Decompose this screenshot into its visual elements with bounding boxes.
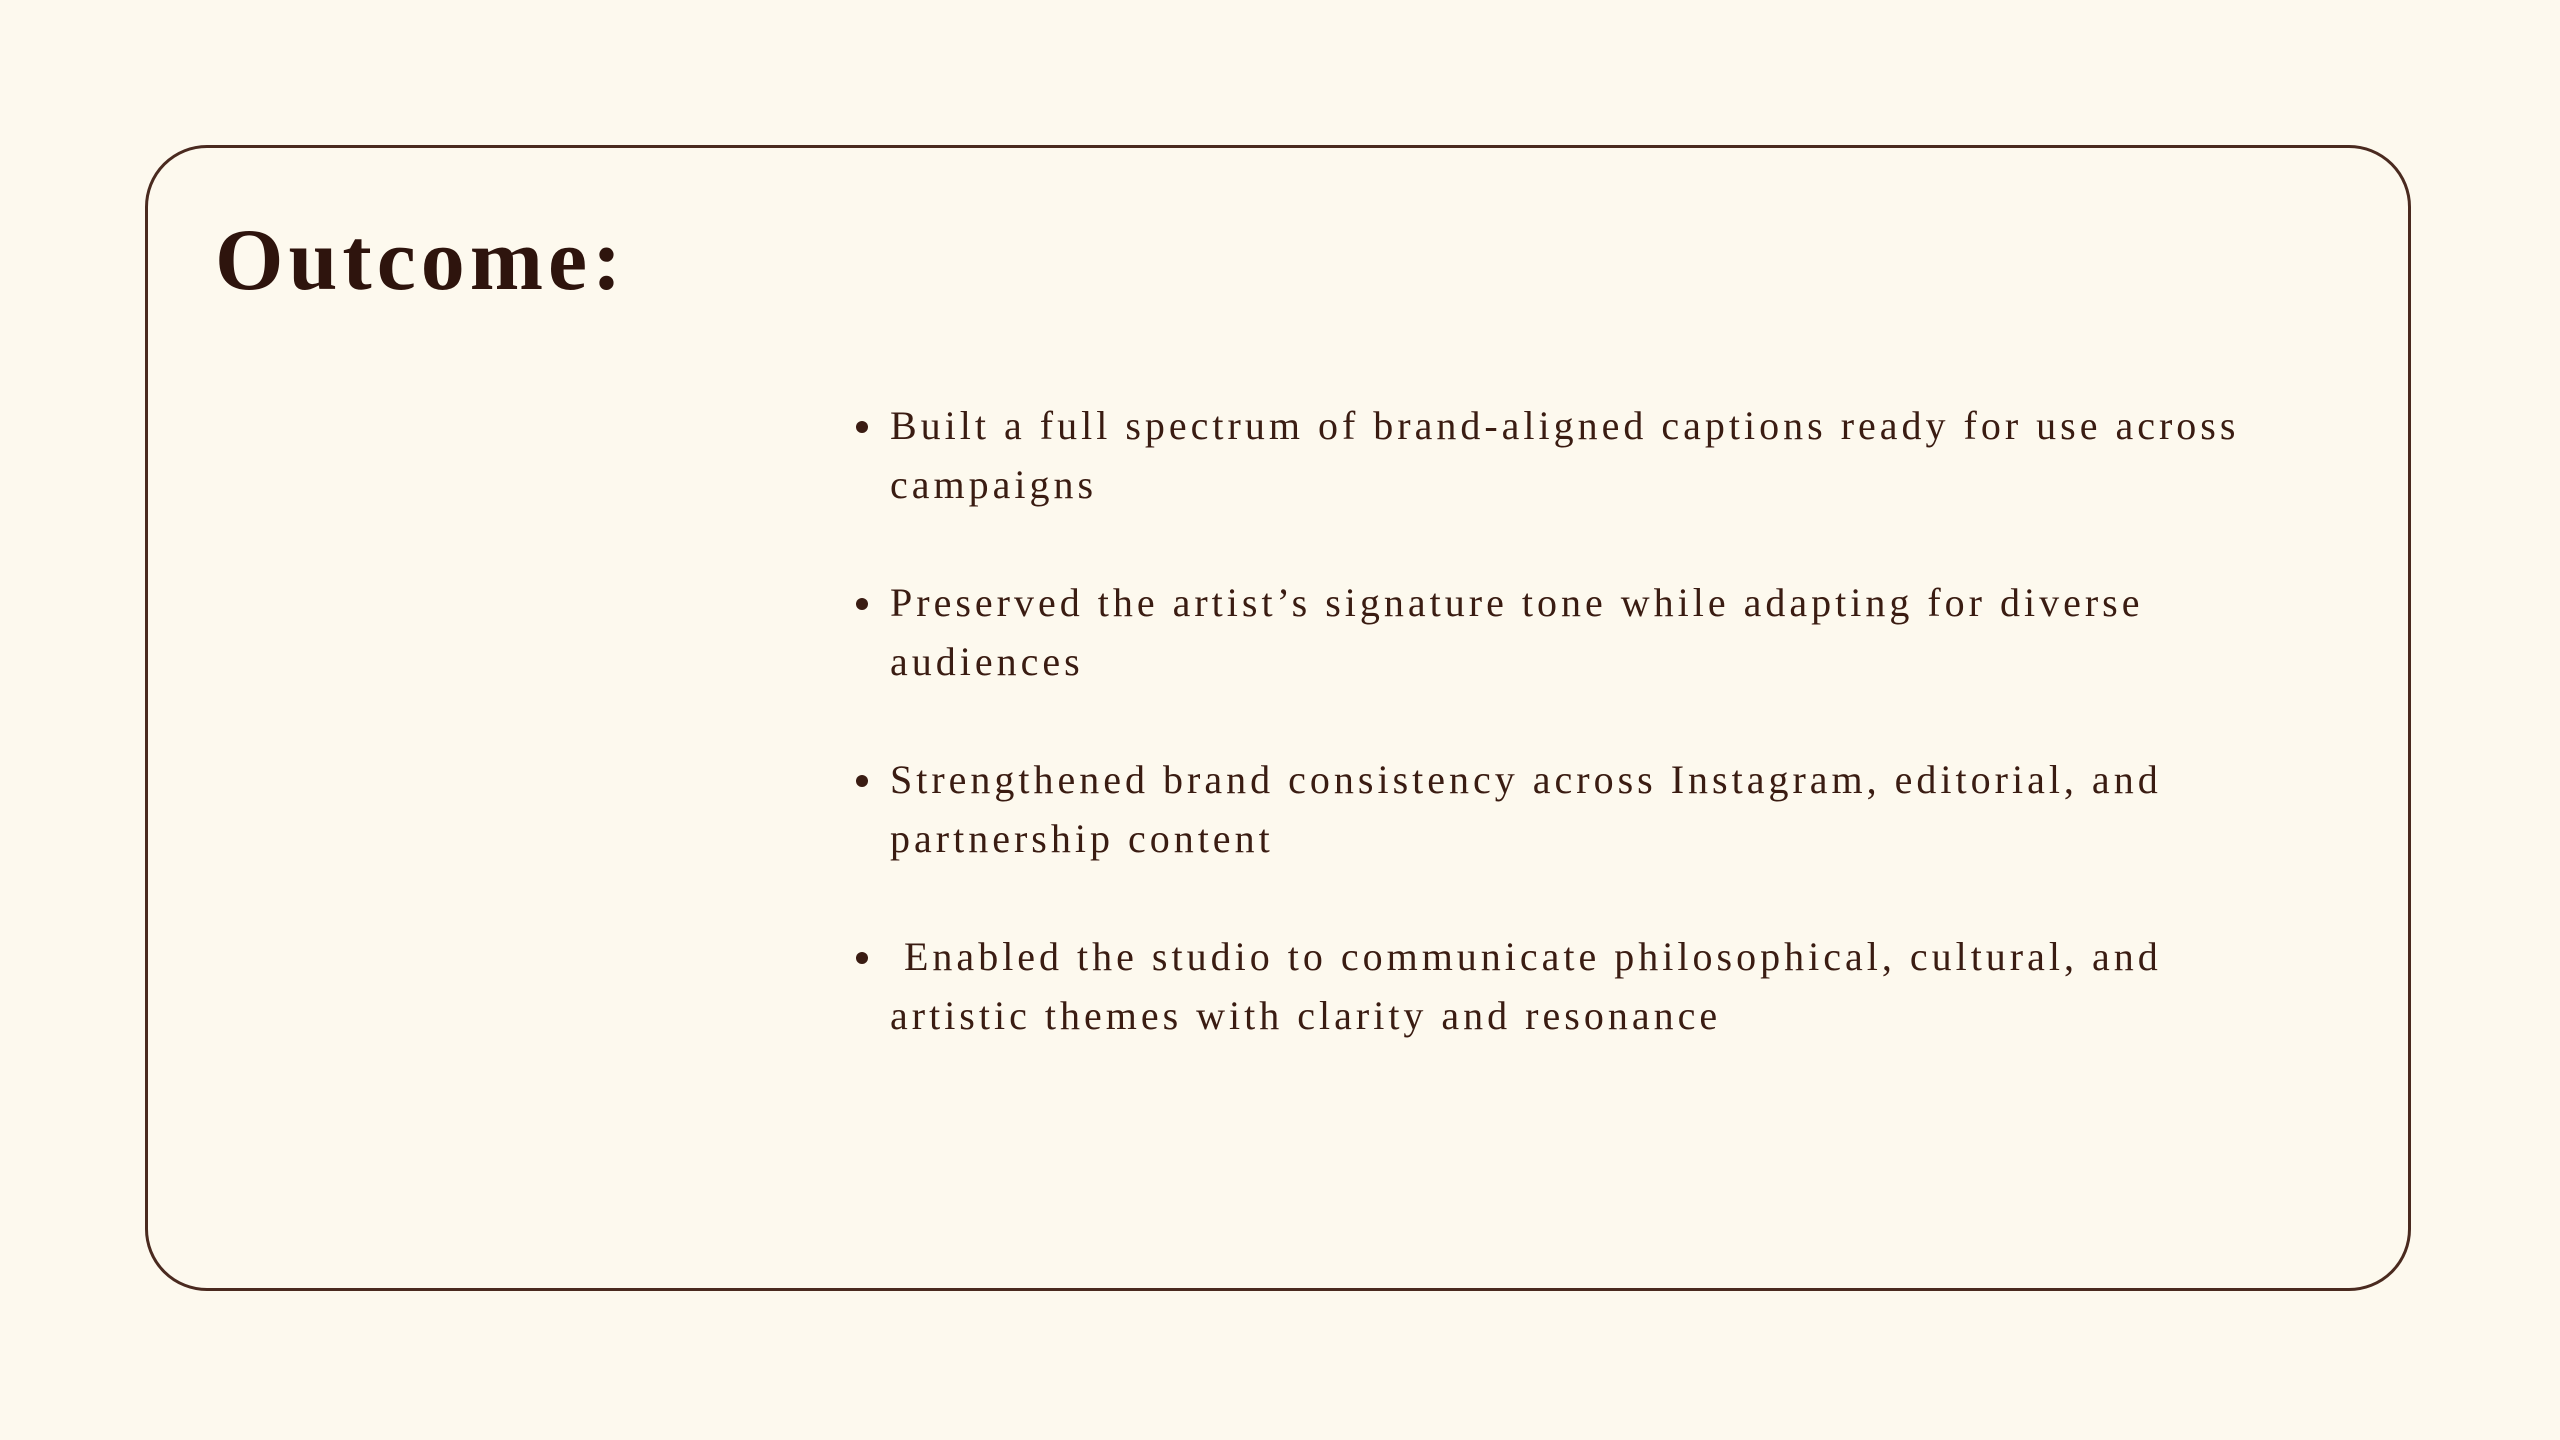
outcome-bullet-list: [888, 396, 2288, 1104]
bullet-text: Strengthened brand consistency across Instagram, editorial, and partnership content: [890, 757, 2162, 861]
bullet-item: [888, 573, 2288, 691]
bullet-dot-icon: [856, 598, 868, 610]
bullet-item: [888, 750, 2288, 868]
bullet-item: [888, 396, 2288, 514]
bullet-item: [888, 927, 2288, 1045]
bullet-dot-icon: [856, 952, 868, 964]
bullet-dot-icon: [856, 775, 868, 787]
bullet-dot-icon: [856, 421, 868, 433]
bullet-text: Enabled the studio to communicate philosophical, cultural, and artistic themes with clarity and resonance: [890, 934, 2176, 1038]
slide-title: Outcome:: [215, 212, 627, 309]
bullet-text: Preserved the artist’s signature tone while adapting for diverse audiences: [890, 580, 2144, 684]
bullet-text: Built a full spectrum of brand-aligned captions ready for use across campaigns: [890, 403, 2240, 507]
